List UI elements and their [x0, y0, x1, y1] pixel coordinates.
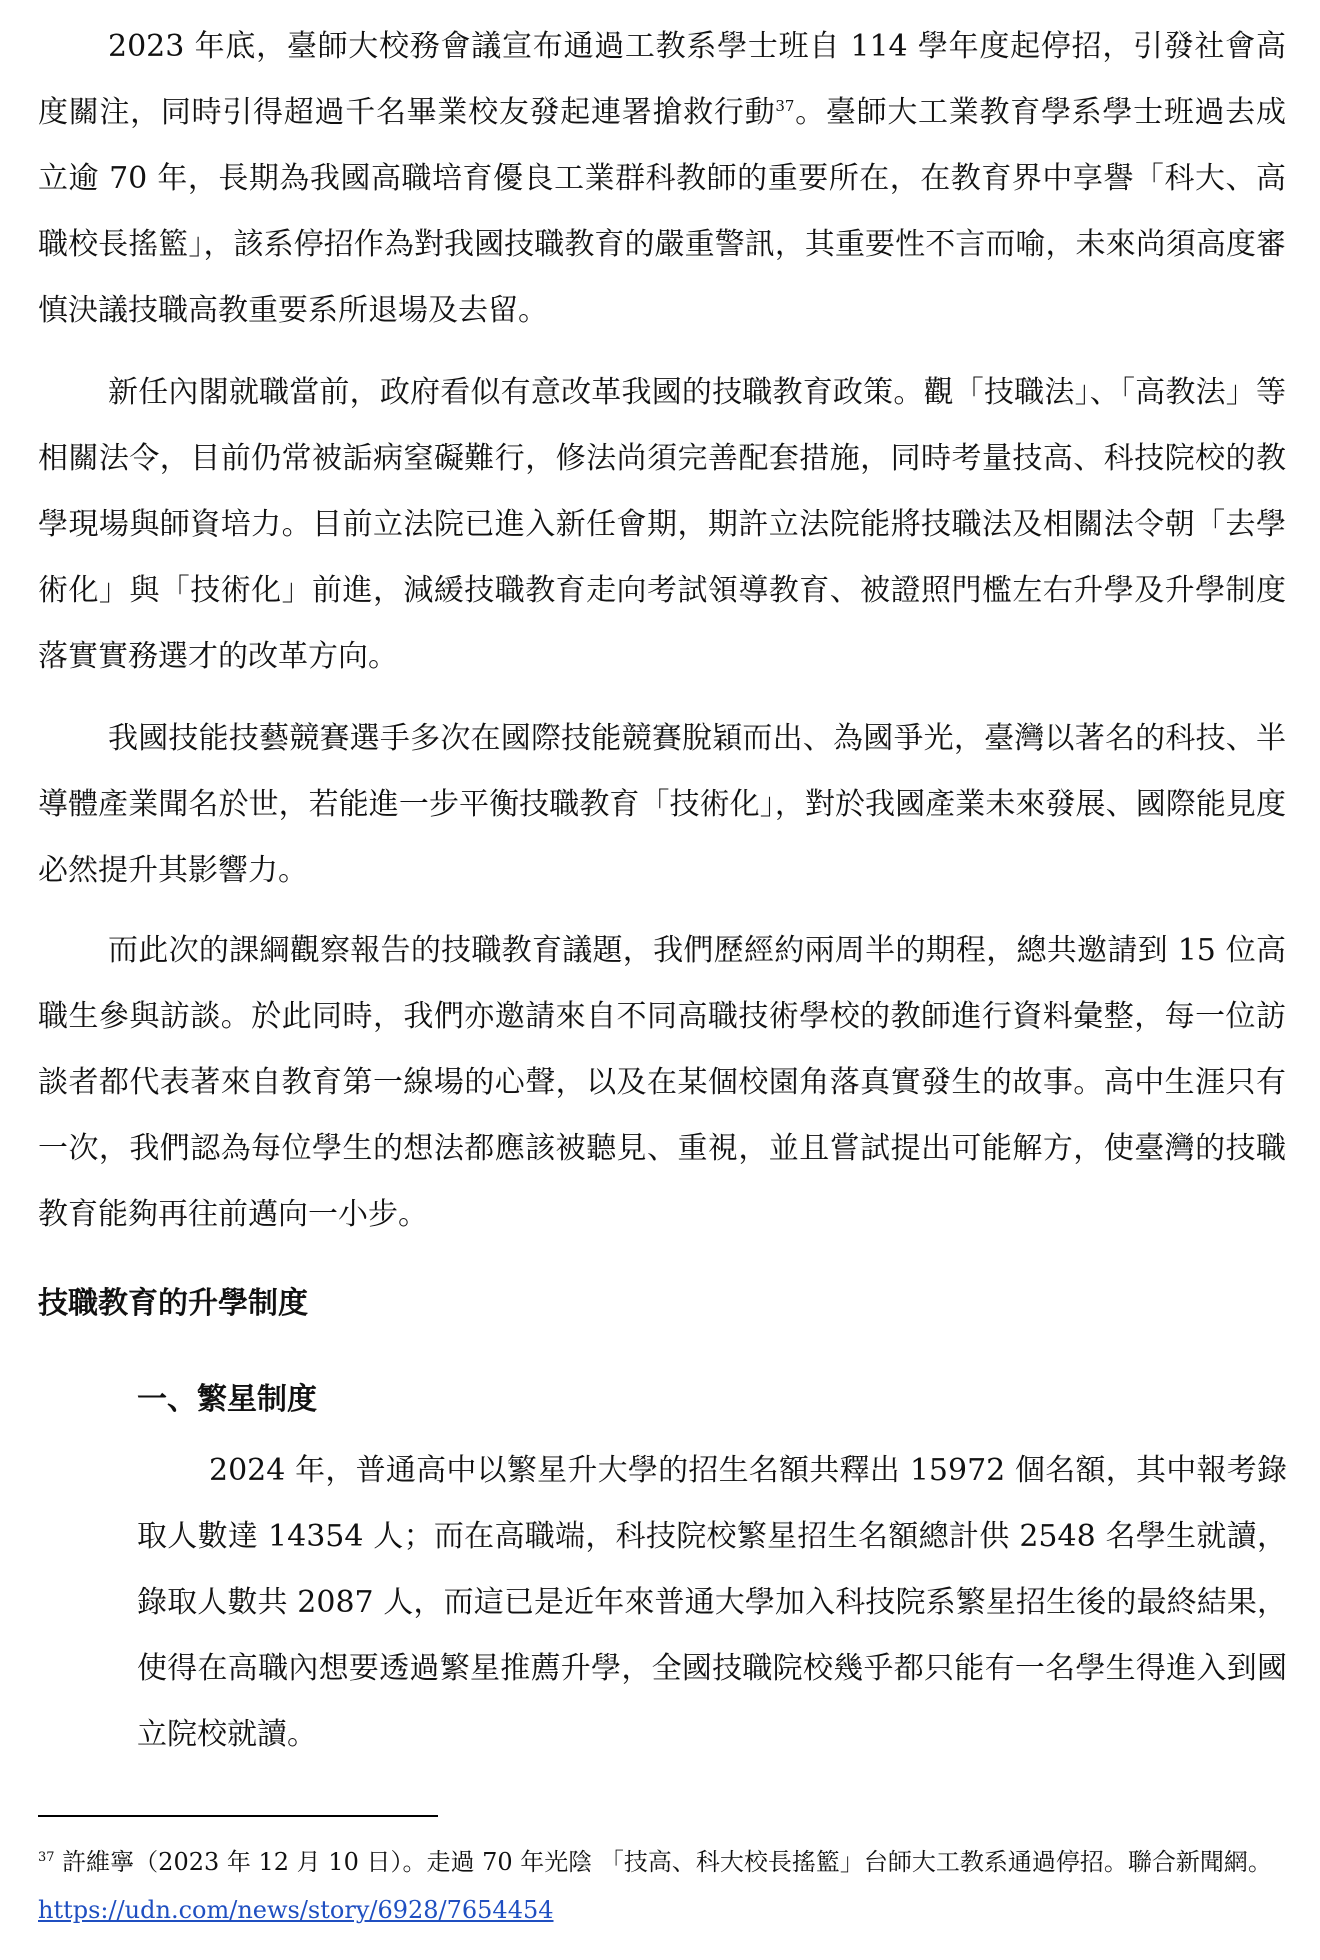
section-heading: 技職教育的升學制度 [38, 1286, 308, 1321]
paragraph-competition: 我國技能技藝競賽選手多次在國際技能競賽脫穎而出、為國爭光，臺灣以著名的科技、半導體產業聞名於世，若能進一步平衡技職教育「技術化」，對於我國產業未來發展、國際能見度必然提升其影響力。 [38, 721, 1286, 888]
paragraph-intro [38, 14, 1286, 344]
footnote-number: 37 [38, 1850, 55, 1865]
paragraph-intro-text: 2023 年底，臺師大校務會議宣布通過工教系學士班自 114 學年度起停招，引發社會高度關注，同時引得超過千名畢業校友發起連署搶救行動 [38, 29, 1286, 130]
paragraph-policy: 新任內閣就職當前，政府看似有意改革我國的技職教育政策。觀「技職法」、「高教法」等相關法令，目前仍常被詬病窒礙難行，修法尚須完善配套措施，同時考量技高、科技院校的教學現場與師資培力。目前立法院已進入新任會期，期許立法院能將技職法及相關法令朝「去學術化」與「技術化」前進，減緩技職教育走向考試領導教育、被證照門檻左右升學及升學制度落實實務選才的改革方向。 [38, 375, 1286, 674]
footnote-divider [38, 1815, 438, 1817]
footnote-text: 許維寧（2023 年 12 月 10 日）。走過 70 年光陰 「技高、科大校長搖籃」台師大工教系通過停招。聯合新聞網。 [54, 1848, 1272, 1876]
footnote-reference[interactable]: 37 [775, 97, 795, 115]
subsection-heading: 一、繁星制度 [137, 1382, 317, 1417]
paragraph-intro-continuation: 。臺師大工業教育學系學士班過去成立逾 70 年，長期為我國高職培育優良工業群科教師的重要所在，在教育界中享譽「科大、高職校長搖籃」，該系停招作為對我國技職教育的嚴重警訊，其重要性不言而喻，未來尚須高度審慎決議技職高教重要系所退場及去留。 [38, 95, 1286, 328]
paragraph-report: 而此次的課綱觀察報告的技職教育議題，我們歷經約兩周半的期程，總共邀請到 15 位高職生參與訪談。於此同時，我們亦邀請來自不同高職技術學校的教師進行資料彙整，每一位訪談者都代表著來自教育第一線場的心聲，以及在某個校園角落真實發生的故事。高中生涯只有一次，我們認為每位學生的想法都應該被聽見、重視，並且嘗試提出可能解方，使臺灣的技職教育能夠再往前邁向一小步。 [38, 933, 1286, 1232]
footnote [38, 1838, 1308, 1934]
paragraph-star-system: 2024 年，普通高中以繁星升大學的招生名額共釋出 15972 個名額，其中報考錄取人數達 14354 人；而在高職端，科技院校繁星招生名額總計供 2548 名學生就讀，錄取人數共 2087 人，而這已是近年來普通大學加入科技院系繁星招生後的最終結果，使得在高職內想要透過繁星推薦升學，全國技職院校幾乎都只能有一名學生得進入到國立院校就讀。 [137, 1453, 1287, 1752]
footnote-link[interactable]: https://udn.com/news/story/6928/7654454 [38, 1896, 554, 1924]
